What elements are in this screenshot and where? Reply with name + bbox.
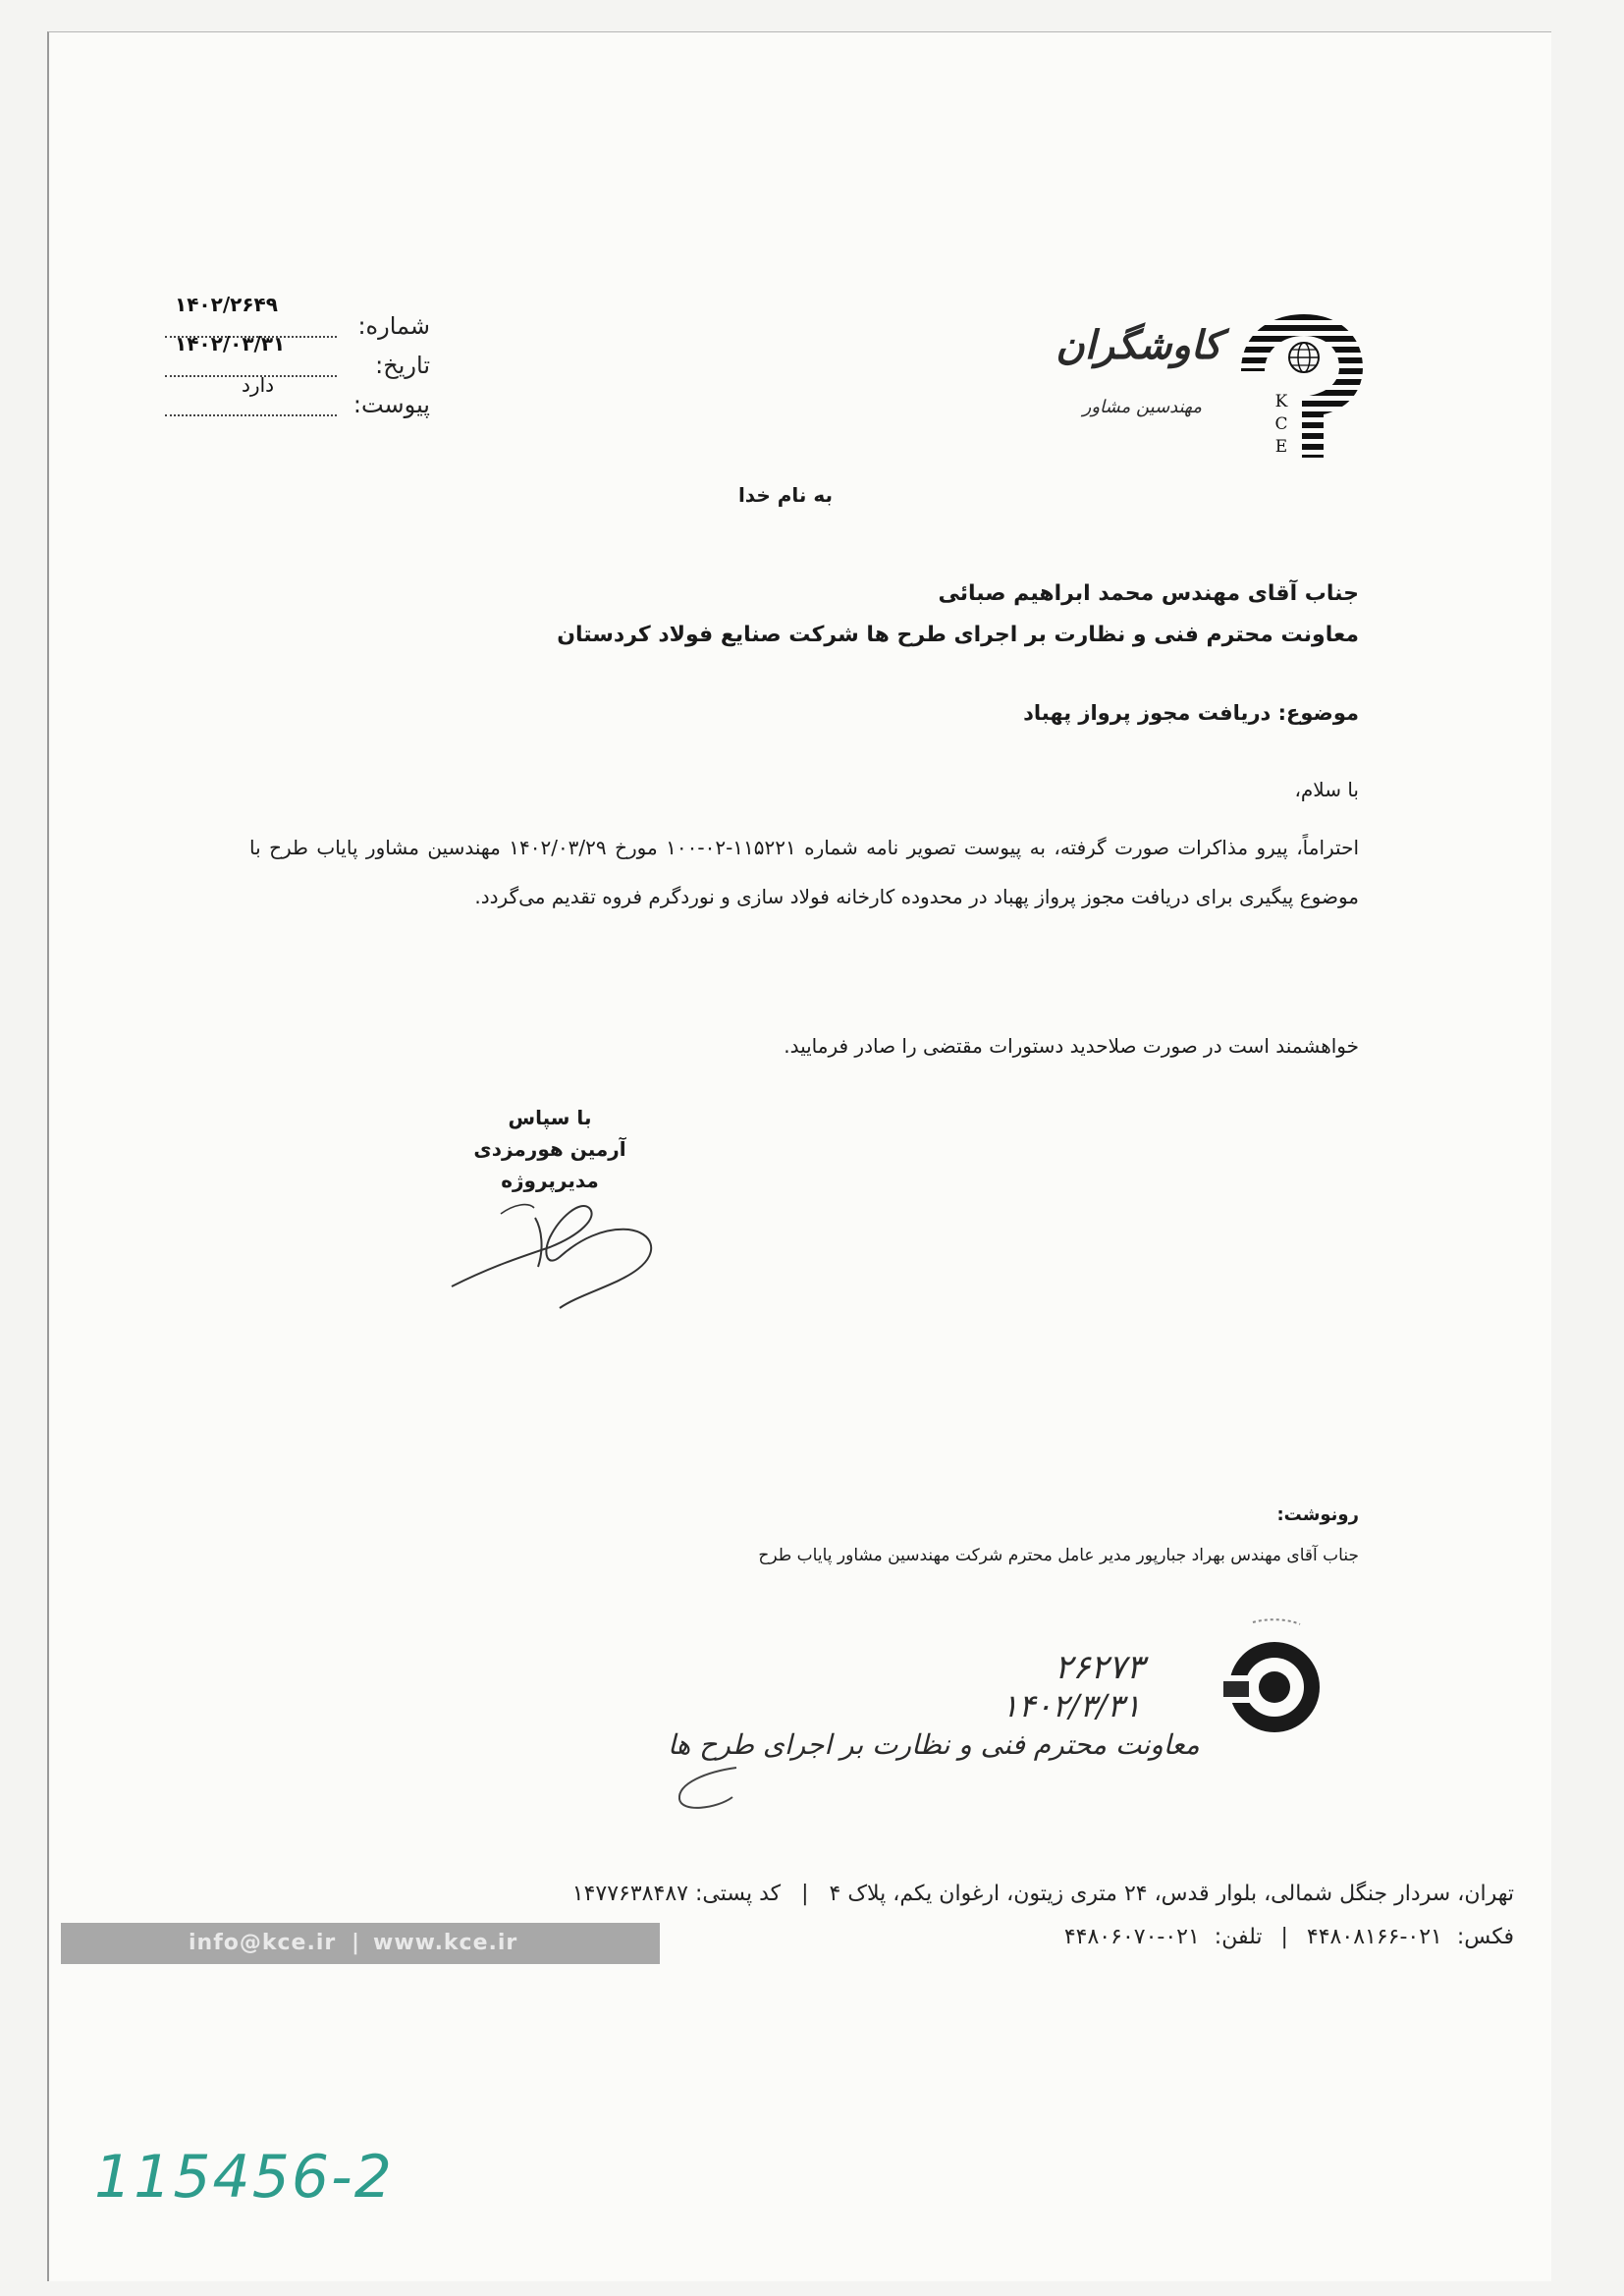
- signature-scribble: [432, 1178, 677, 1316]
- cc-heading: رونوشت:: [1276, 1504, 1359, 1525]
- letter-number-label: شماره:: [357, 312, 430, 340]
- footer-address-text: تهران، سردار جنگل شمالی، بلوار قدس، ۲۴ متری زیتون، ارغوان یکم، پلاک ۴: [829, 1882, 1514, 1906]
- footer-postal-code: ۱۴۷۷۶۳۸۴۸۷: [571, 1882, 688, 1906]
- bismillah-heading: به نام خدا: [737, 483, 834, 507]
- logo-script-sub: مهندسین مشاور: [1082, 397, 1202, 417]
- footer-postal-label: کد پستی:: [694, 1882, 782, 1906]
- letter-attachment-label: پیوست:: [352, 391, 430, 418]
- body-paragraph-2: خواهشمند است در صورت صلاحدید دستورات مقتضی را صادر فرمایید.: [784, 1034, 1359, 1058]
- letter-date-row: [165, 332, 430, 385]
- letter-attachment-row: [165, 373, 430, 424]
- receipt-number: ۲۶۲۷۳: [1055, 1648, 1145, 1687]
- letter-number-value: ۱۴۰۲/۲۶۴۹: [175, 293, 278, 316]
- footer-fax-label: فکس:: [1456, 1925, 1514, 1949]
- addressee-name: جناب آقای مهندس محمد ابراهیم صبائی: [938, 581, 1359, 606]
- receipt-date: ۱۴۰۲/۳/۳۱: [1001, 1687, 1141, 1724]
- letter-subject: موضوع: دریافت مجوز پرواز پهباد: [1023, 701, 1359, 725]
- letter-attachment-value: دارد: [242, 373, 275, 397]
- receipt-stamp-logo: [1214, 1618, 1331, 1736]
- signature-closing: با سپاس: [508, 1106, 592, 1129]
- body-paragraph-1: احتراماً، پیرو مذاکرات صورت گرفته، به پیوست تصویر نامه شماره ۱۱۵۲۲۱-۰۲-۱۰۰ مورخ ۱۴۰۲/۰۳/۲۹ مهندسین مشاور پایاب طرح با موضوع پیگیری برای دریافت مجوز پرواز پهباد در محدوده کارخانه فولاد سازی و نوردگرم فروه تقدیم می‌گردد.: [249, 836, 1360, 908]
- footer-email[interactable]: info@kce.ir: [189, 1931, 337, 1955]
- letter-date-value: ۱۴۰۲/۰۳/۳۱: [175, 332, 286, 355]
- signature-title: مدیرپروژه: [501, 1169, 599, 1192]
- cc-line: جناب آقای مهندس بهراد جبارپور مدیر عامل محترم شرکت مهندسین مشاور پایاب طرح: [758, 1546, 1359, 1565]
- footer-address: تهران، سردار جنگل شمالی، بلوار قدس، ۲۴ متری زیتون، ارغوان یکم، پلاک ۴ | کد پستی: ۱۴۷۷۶۳۸۴۸۷: [571, 1882, 1514, 1906]
- footer-web-band: info@kce.ir | www.kce.ir: [61, 1923, 660, 1964]
- kce-logo-wordmark: [1041, 314, 1227, 422]
- signature-name: آرمین هورمزدی: [473, 1137, 626, 1161]
- receipt-note: معاونت محترم فنی و نظارت بر اجرای طرح ها: [668, 1728, 1200, 1761]
- archive-number: 115456-2: [94, 2143, 394, 2212]
- svg-text:K: K: [1274, 392, 1288, 411]
- footer-fax: ۰۲۱-۴۴۸۰۸۱۶۶: [1306, 1925, 1442, 1949]
- greeting: با سلام،: [1294, 778, 1359, 801]
- footer-contact: فکس: ۰۲۱-۴۴۸۰۸۱۶۶ | تلفن: ۰۲۱-۴۴۸۰۶۰۷۰: [1063, 1925, 1514, 1949]
- footer-phone-label: تلفن:: [1214, 1925, 1263, 1949]
- addressee-position: معاونت محترم فنی و نظارت بر اجرای طرح ها شرکت صنایع فولاد کردستان: [557, 623, 1359, 647]
- kce-logo-icon: [1233, 312, 1367, 460]
- kce-logo: [1233, 312, 1367, 460]
- logo-script-name: کاوشگران: [1056, 322, 1221, 368]
- footer-phone: ۰۲۱-۴۴۸۰۶۰۷۰: [1063, 1925, 1200, 1949]
- svg-text:C: C: [1274, 414, 1288, 434]
- letter-date-label: تاریخ:: [375, 352, 430, 379]
- footer-website[interactable]: www.kce.ir: [373, 1931, 518, 1955]
- svg-text:E: E: [1274, 437, 1288, 457]
